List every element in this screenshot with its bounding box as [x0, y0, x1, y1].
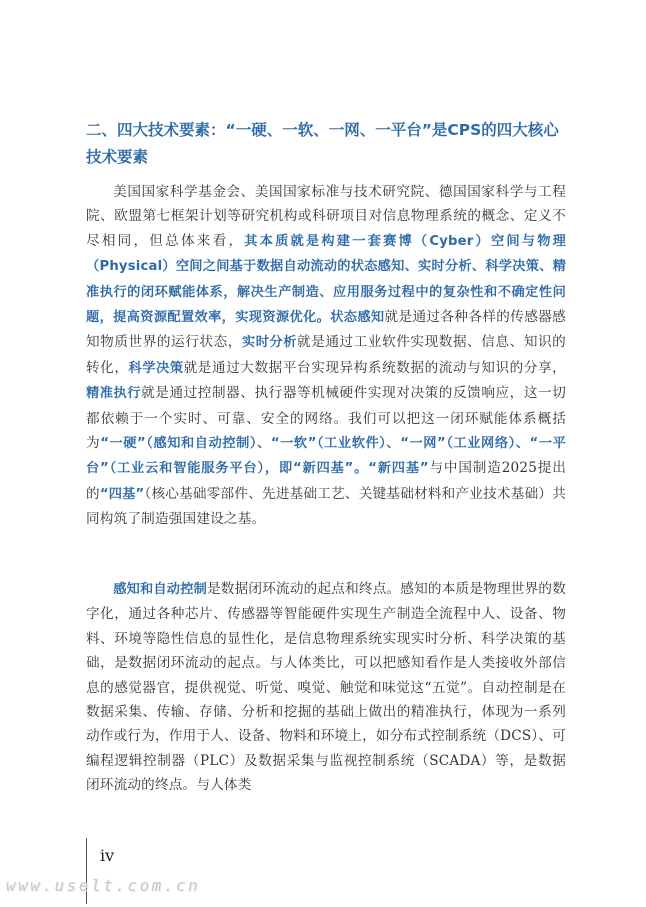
text-run: 是数据闭环流动的起点和终点。感知的本质是物理世界的数字化，通过各种芯片、传感器等智能硬件实现生产制造全流程中人、设备、物料、环境等隐性信息的显性化，是信息物理系统实现实时分析、科学决策的基础，是数据闭环流动的起点。与人体类比，可以把感知看作是人类接收外部信息的感觉器官，提供视觉、听觉、嗅觉、触觉和味觉这“五觉”。自动控制是在数据采集、传输、存储、分析和挖掘的基础上做出的精准执行，体现为一系列动作或行为，作用于人、设备、物料和环境上，如分布式控制系统（DCS）、可编程逻辑控制器（PLC）及数据采集与监视控制系统（SCADA）等，是数据闭环流动的终点。与人体类	[86, 581, 566, 794]
text-run: （核心基础零部件、先进基础工艺、关键基础材料和产业技术基础）共同构筑了制造强国建设之基。	[86, 485, 567, 528]
highlight-run: “一硬”（感知和自动控制）、“一软”（工业软件）、“一网”（工业网络）、“一平台”（工业云和智能服务平台），即“新四基”。“新四基”	[86, 436, 566, 477]
highlight-run: 感知和自动控制	[113, 582, 207, 597]
paragraph-2	[86, 577, 566, 798]
highlight-run: “四基”	[99, 486, 145, 502]
watermark: www.uselt.com.cn	[6, 876, 201, 895]
highlight-run: 实时分析	[241, 335, 298, 351]
text-run: 美国国家科学基金会、美国国家标准与技术研究院、德国国家科学与工程院、欧盟第七框架计划等研究机构或科研项目对信息物理系统的概念、定义不尽相同，但总体来看，	[86, 184, 566, 249]
text-run: 就是通过控制器、执行器等机械硬件实现对决策的反馈响应，这一切都依赖于一个实时、可靠、安全的网络。我们可以把这一闭环赋能体系概括为	[86, 385, 566, 452]
text-run: 就是通过各种各样的传感器感知物质世界的运行状态，	[86, 309, 566, 351]
section-heading: 二、四大技术要素：“一硬、一软、一网、一平台”是CPS的四大核心技术要素	[86, 121, 559, 166]
text-run: 就是通过大数据平台实现异构系统数据的流动与知识的分享，	[183, 359, 566, 376]
highlight-run: 科学决策	[128, 360, 184, 376]
text-run: 就是通过工业软件实现数据、信息、知识的转化，	[86, 334, 566, 376]
paragraph-1	[86, 180, 566, 532]
highlight-run: 状态感知	[330, 310, 385, 326]
highlight-run: 其本质就是构建一套赛博（Cyber）空间与物理（Physical）空间之间基于数据自动流动的状态感知、实时分析、科学决策、精准执行的闭环赋能体系，解决生产制造、应用服务过程中的复杂性和不确定性问题，提高资源配置效率，实现资源优化。	[86, 233, 567, 326]
text-run: 与中国制造2025提出的	[86, 460, 566, 502]
page-number: iv	[100, 846, 115, 865]
highlight-run: 精准执行	[86, 386, 142, 402]
